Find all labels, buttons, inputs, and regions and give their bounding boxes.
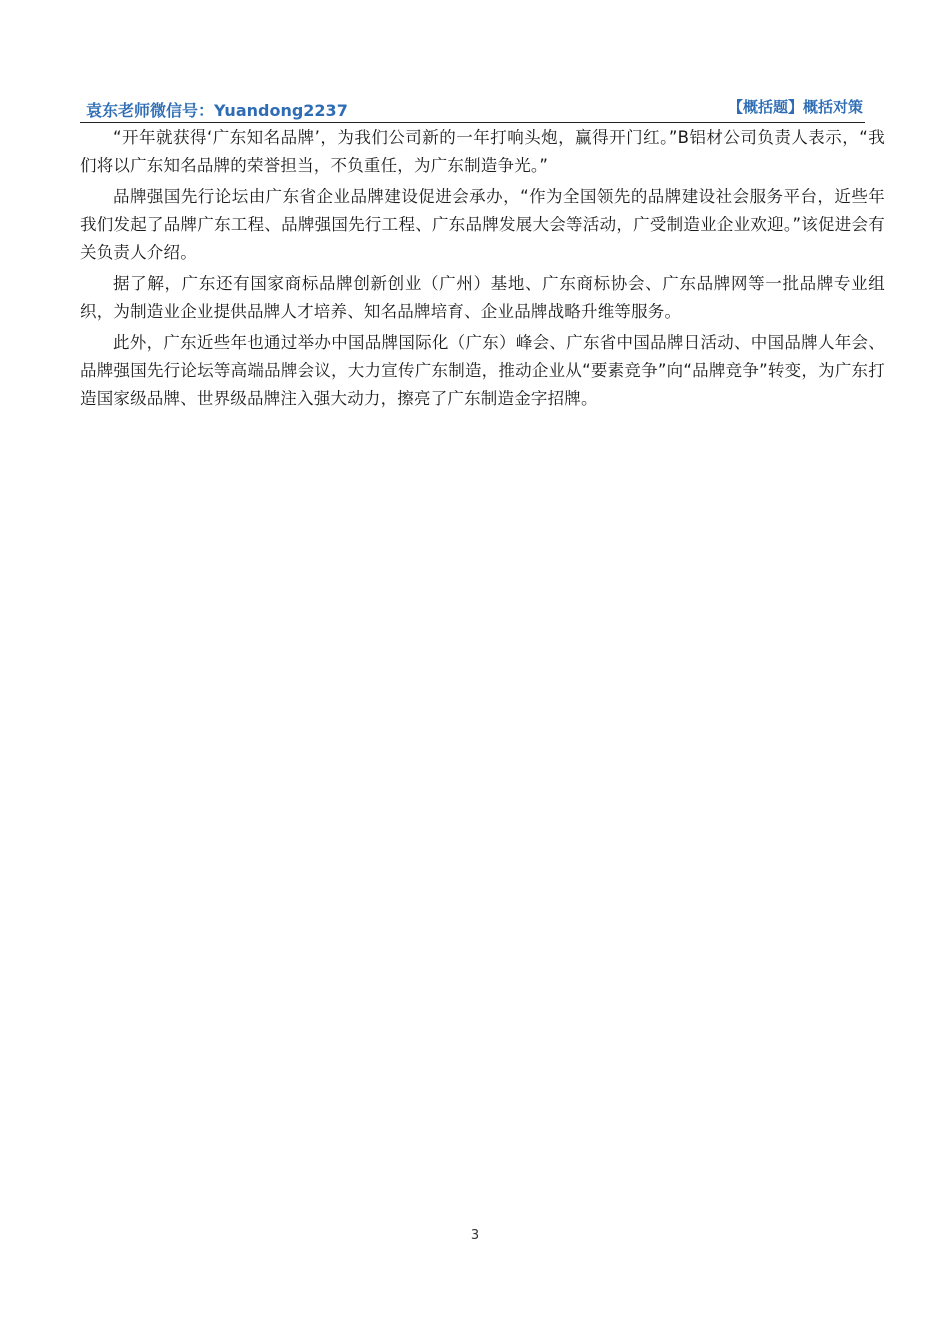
page-number: 3 [470,1228,480,1243]
paragraph-4: 此外，广东近些年也通过举办中国品牌国际化（广东）峰会、广东省中国品牌日活动、中国品牌人年会、品牌强国先行论坛等高端品牌会议，大力宣传广东制造，推动企业从“要素竞争”向“品牌竞争”转变，为广东打造国家级品牌、世界级品牌注入强大动力，擦亮了广东制造金字招牌。 [80,333,885,408]
paragraph-3: 据了解，广东还有国家商标品牌创新创业（广州）基地、广东商标协会、广东品牌网等一批品牌专业组织，为制造业企业提供品牌人才培养、知名品牌培育、企业品牌战略升维等服务。 [80,274,885,321]
document-body [80,124,885,416]
paragraph-2: 品牌强国先行论坛由广东省企业品牌建设促进会承办，“作为全国领先的品牌建设社会服务平台，近些年我们发起了品牌广东工程、品牌强国先行工程、广东品牌发展大会等活动，广受制造业企业欢迎。”该促进会有关负责人介绍。 [80,187,885,262]
header-topic-label: 【概括题】概括对策 [727,98,863,116]
header-author-contact: 袁东老师微信号：Yuandong2237 [86,101,348,120]
page-header [80,94,865,123]
paragraph-1: “开年就获得‘广东知名品牌’，为我们公司新的一年打响头炮，赢得开门红。”B铝材公司负责人表示，“我们将以广东知名品牌的荣誉担当，不负重任，为广东制造争光。” [80,128,885,175]
